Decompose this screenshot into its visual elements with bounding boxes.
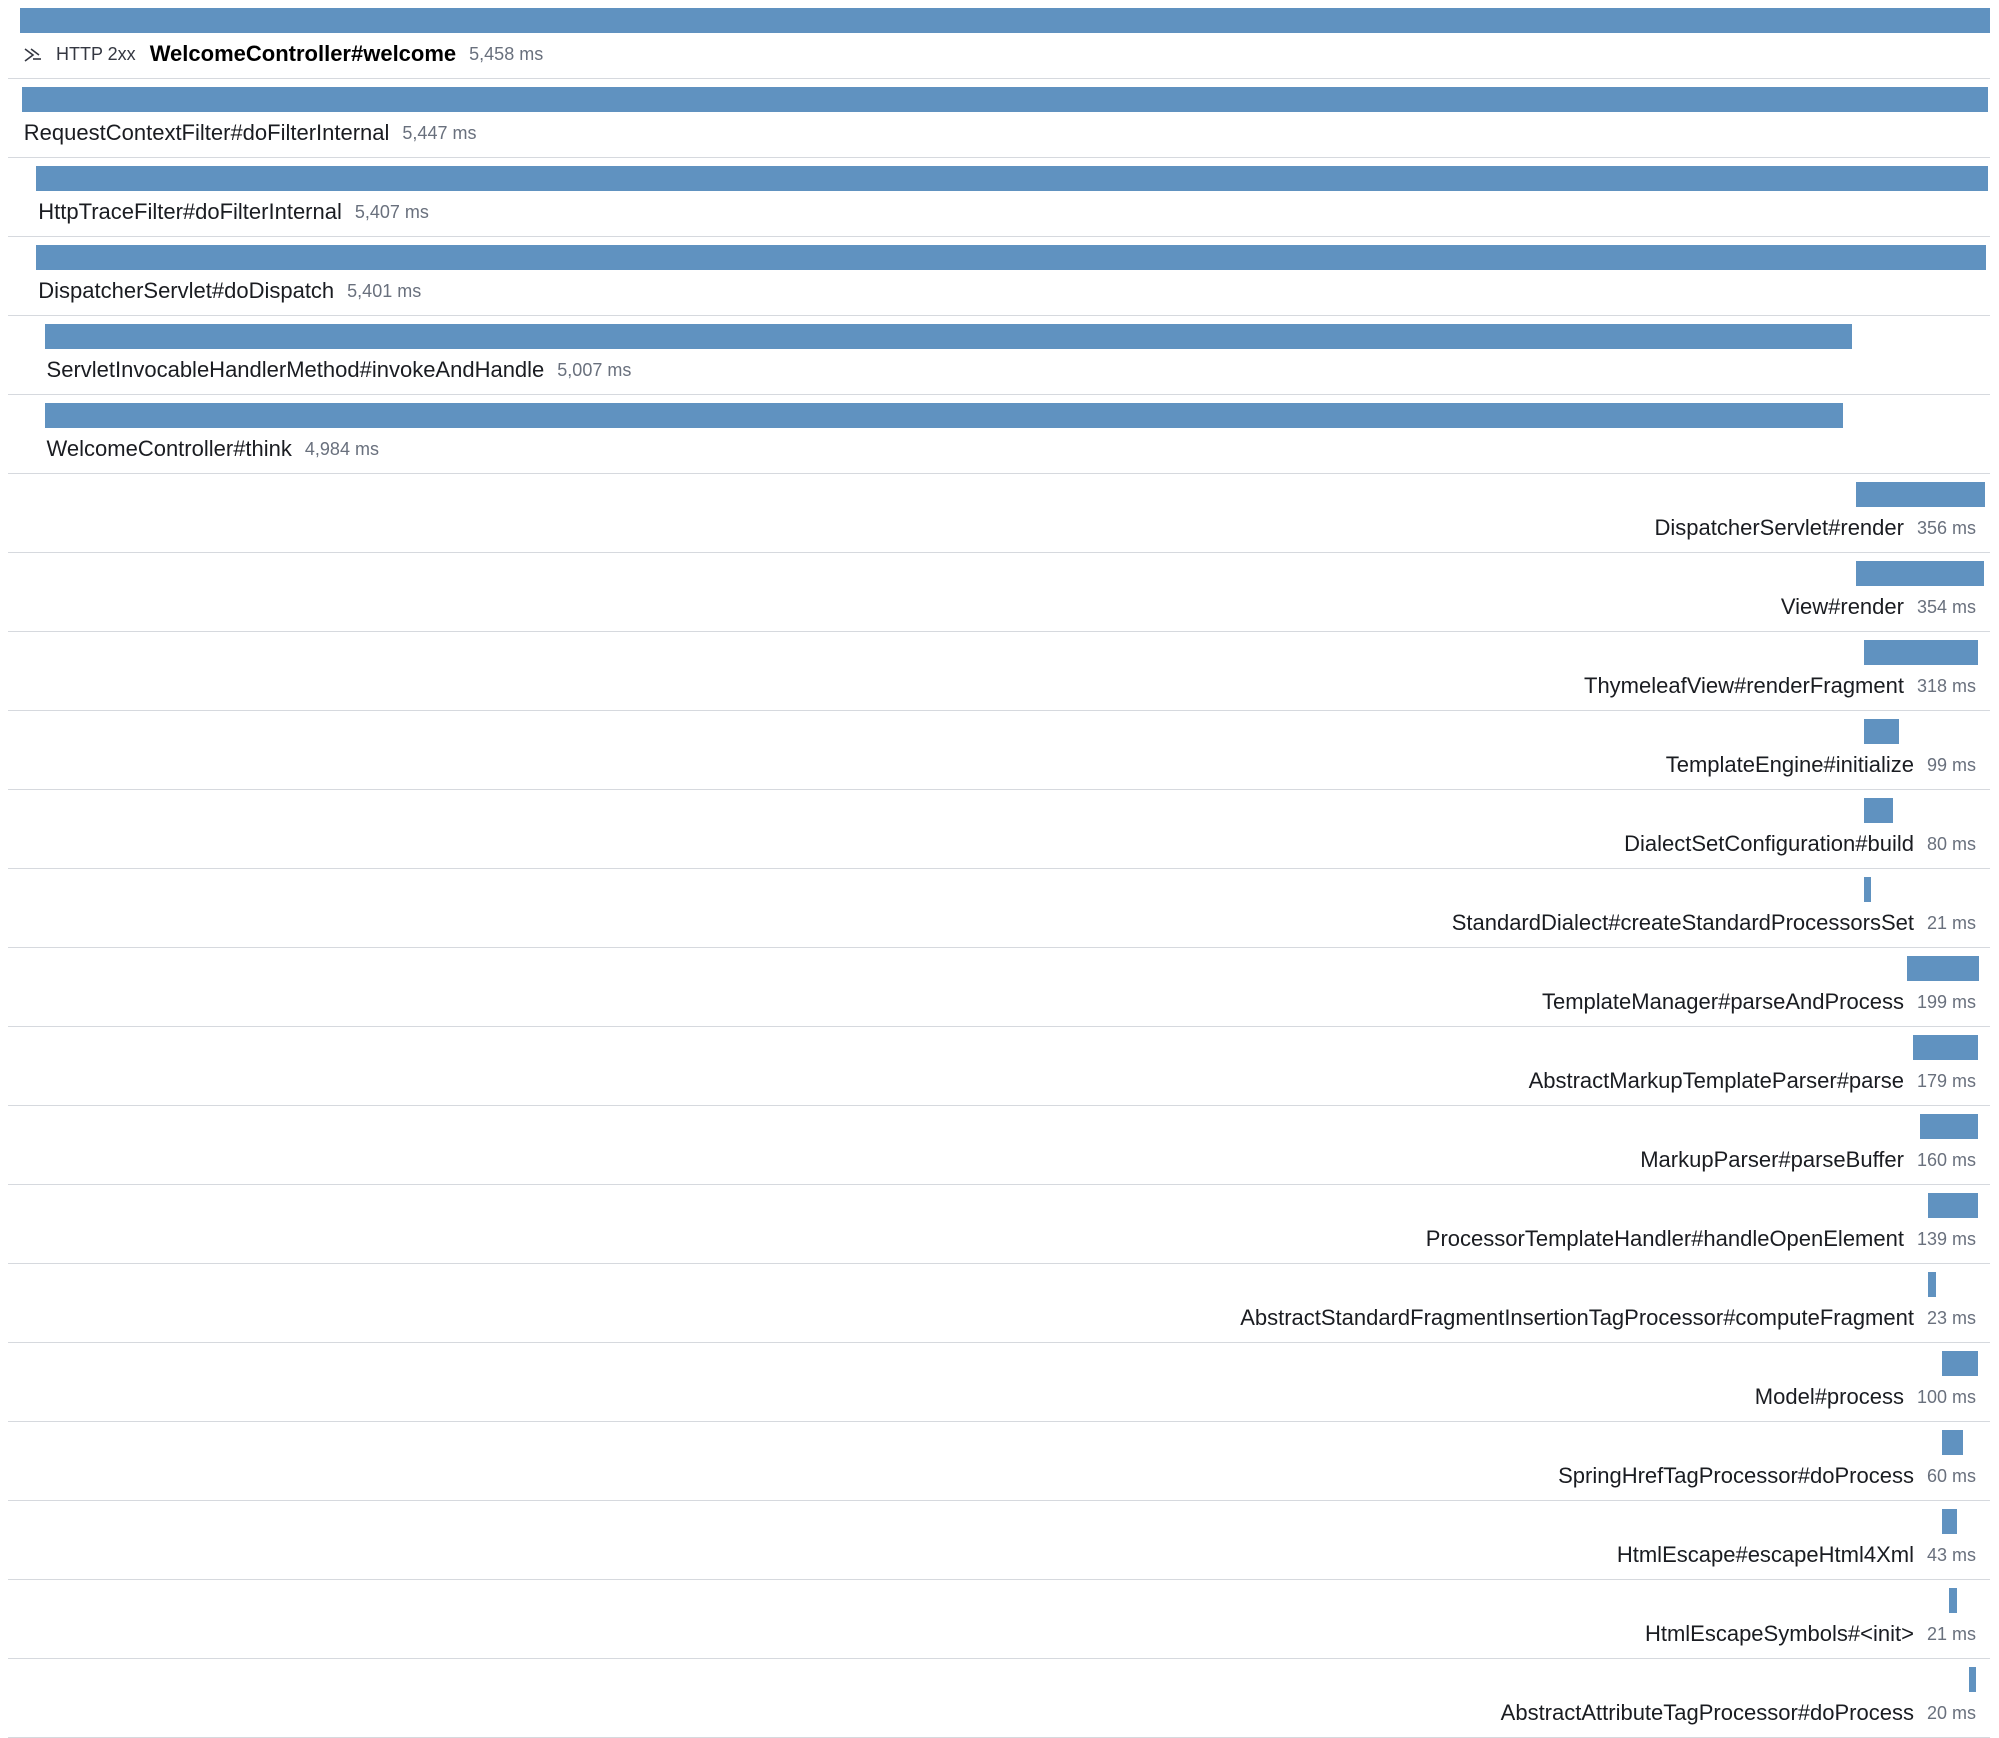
transaction-icon xyxy=(22,43,44,65)
span-duration-bar[interactable] xyxy=(1942,1430,1964,1455)
span-duration-bar[interactable] xyxy=(1864,798,1893,823)
span-row[interactable] xyxy=(8,1659,1990,1738)
span-duration-bar[interactable] xyxy=(1864,640,1979,665)
span-name[interactable]: AbstractMarkupTemplateParser#parse xyxy=(1528,1068,1904,1093)
span-duration-bar[interactable] xyxy=(1928,1193,1978,1218)
span-duration-bar[interactable] xyxy=(1864,719,1900,744)
span-duration-bar[interactable] xyxy=(1920,1114,1978,1139)
span-row[interactable] xyxy=(8,1264,1990,1343)
span-label xyxy=(1617,1535,1976,1575)
span-duration: 21 ms xyxy=(1926,1623,1976,1644)
span-row[interactable] xyxy=(8,79,1990,158)
span-duration: 5,458 ms xyxy=(469,43,544,64)
span-row[interactable] xyxy=(8,474,1990,553)
span-duration: 99 ms xyxy=(1926,754,1976,775)
span-label xyxy=(1584,666,1976,706)
span-duration: 318 ms xyxy=(1916,675,1976,696)
span-duration: 5,401 ms xyxy=(347,280,422,301)
span-duration-bar[interactable] xyxy=(1907,956,1979,981)
span-duration: 5,447 ms xyxy=(402,122,477,143)
span-label xyxy=(1666,745,1976,785)
span-row[interactable] xyxy=(8,1501,1990,1580)
span-row[interactable] xyxy=(8,1343,1990,1422)
span-name[interactable]: View#render xyxy=(1780,594,1904,619)
span-row[interactable] xyxy=(8,1027,1990,1106)
span-label xyxy=(1426,1219,1976,1259)
span-label xyxy=(1542,982,1976,1022)
span-name[interactable]: ThymeleafView#renderFragment xyxy=(1584,673,1904,698)
span-duration: 80 ms xyxy=(1926,833,1976,854)
span-row[interactable] xyxy=(8,316,1990,395)
span-duration-bar[interactable] xyxy=(1856,482,1984,507)
span-duration: 23 ms xyxy=(1926,1307,1976,1328)
span-duration: 20 ms xyxy=(1926,1702,1976,1723)
span-duration: 5,407 ms xyxy=(354,201,429,222)
span-label xyxy=(24,113,477,153)
span-status-type: HTTP 2xx xyxy=(56,43,136,64)
span-name[interactable]: Model#process xyxy=(1754,1384,1904,1409)
span-duration-bar[interactable] xyxy=(1942,1509,1958,1534)
span-duration-bar[interactable] xyxy=(1942,1351,1978,1376)
span-name[interactable]: AbstractAttributeTagProcessor#doProcess xyxy=(1500,1700,1914,1725)
span-duration: 179 ms xyxy=(1916,1070,1976,1091)
span-duration: 43 ms xyxy=(1926,1544,1976,1565)
span-name[interactable]: HttpTraceFilter#doFilterInternal xyxy=(38,199,342,224)
span-duration-bar[interactable] xyxy=(1856,561,1984,586)
span-row[interactable] xyxy=(8,553,1990,632)
span-name[interactable]: DispatcherServlet#render xyxy=(1654,515,1904,540)
span-label xyxy=(1529,1061,1976,1101)
span-name[interactable]: MarkupParser#parseBuffer xyxy=(1640,1147,1904,1172)
span-label xyxy=(47,429,379,469)
span-name[interactable]: DispatcherServlet#doDispatch xyxy=(38,278,335,303)
span-label xyxy=(1558,1456,1976,1496)
span-label xyxy=(1501,1693,1976,1733)
span-duration-bar[interactable] xyxy=(1864,877,1872,902)
span-duration-bar[interactable] xyxy=(22,87,1988,112)
span-label xyxy=(38,192,429,232)
span-duration: 199 ms xyxy=(1916,991,1976,1012)
span-label xyxy=(1640,1140,1976,1180)
span-duration-bar[interactable] xyxy=(1949,1588,1957,1613)
span-name[interactable]: ProcessorTemplateHandler#handleOpenElement xyxy=(1425,1226,1904,1251)
span-name[interactable]: SpringHrefTagProcessor#doProcess xyxy=(1558,1463,1914,1488)
span-row[interactable] xyxy=(8,948,1990,1027)
span-row[interactable] xyxy=(8,790,1990,869)
span-name[interactable]: HtmlEscape#escapeHtml4Xml xyxy=(1616,1542,1914,1567)
span-row[interactable] xyxy=(8,237,1990,316)
span-row[interactable] xyxy=(8,869,1990,948)
span-label xyxy=(1655,508,1977,548)
span-row[interactable] xyxy=(8,158,1990,237)
span-duration: 60 ms xyxy=(1926,1465,1976,1486)
span-duration-bar[interactable] xyxy=(20,8,1990,33)
span-duration-bar[interactable] xyxy=(36,166,1988,191)
span-duration: 160 ms xyxy=(1916,1149,1976,1170)
span-duration: 4,984 ms xyxy=(304,438,379,459)
span-row[interactable] xyxy=(8,711,1990,790)
span-duration-bar[interactable] xyxy=(1913,1035,1978,1060)
span-name[interactable]: RequestContextFilter#doFilterInternal xyxy=(23,120,390,145)
span-name[interactable]: AbstractStandardFragmentInsertionTagProcessor#computeFragment xyxy=(1240,1305,1914,1330)
span-duration-bar[interactable] xyxy=(1928,1272,1936,1297)
span-row[interactable] xyxy=(8,1185,1990,1264)
span-label xyxy=(22,34,543,74)
span-row[interactable] xyxy=(8,395,1990,474)
span-duration: 21 ms xyxy=(1926,912,1976,933)
span-duration: 5,007 ms xyxy=(557,359,632,380)
span-name[interactable]: StandardDialect#createStandardProcessorsSet xyxy=(1451,910,1914,935)
span-name[interactable]: TemplateManager#parseAndProcess xyxy=(1541,989,1904,1014)
span-label xyxy=(1755,1377,1976,1417)
span-row[interactable] xyxy=(8,1580,1990,1659)
span-duration: 100 ms xyxy=(1916,1386,1976,1407)
span-name[interactable]: WelcomeController#welcome xyxy=(149,41,457,66)
span-duration-bar[interactable] xyxy=(1969,1667,1976,1692)
span-duration: 139 ms xyxy=(1916,1228,1976,1249)
span-duration: 356 ms xyxy=(1916,517,1976,538)
span-duration-bar[interactable] xyxy=(45,403,1844,428)
span-name[interactable]: ServletInvocableHandlerMethod#invokeAndHandle xyxy=(46,357,545,382)
span-label xyxy=(1452,903,1976,943)
span-duration-bar[interactable] xyxy=(36,245,1985,270)
span-duration-bar[interactable] xyxy=(45,324,1852,349)
span-row[interactable] xyxy=(8,0,1990,79)
span-duration: 354 ms xyxy=(1916,596,1976,617)
span-row[interactable] xyxy=(8,632,1990,711)
span-label xyxy=(1645,1614,1976,1654)
span-name[interactable]: TemplateEngine#initialize xyxy=(1665,752,1914,777)
span-label xyxy=(1624,824,1976,864)
span-name[interactable]: DialectSetConfiguration#build xyxy=(1624,831,1914,856)
span-label xyxy=(38,271,421,311)
span-label xyxy=(1781,587,1976,627)
span-row[interactable] xyxy=(8,1106,1990,1185)
span-row[interactable] xyxy=(8,1422,1990,1501)
span-label xyxy=(47,350,632,390)
span-name[interactable]: HtmlEscapeSymbols#<init> xyxy=(1644,1621,1914,1646)
span-name[interactable]: WelcomeController#think xyxy=(46,436,292,461)
span-label xyxy=(1240,1298,1976,1338)
